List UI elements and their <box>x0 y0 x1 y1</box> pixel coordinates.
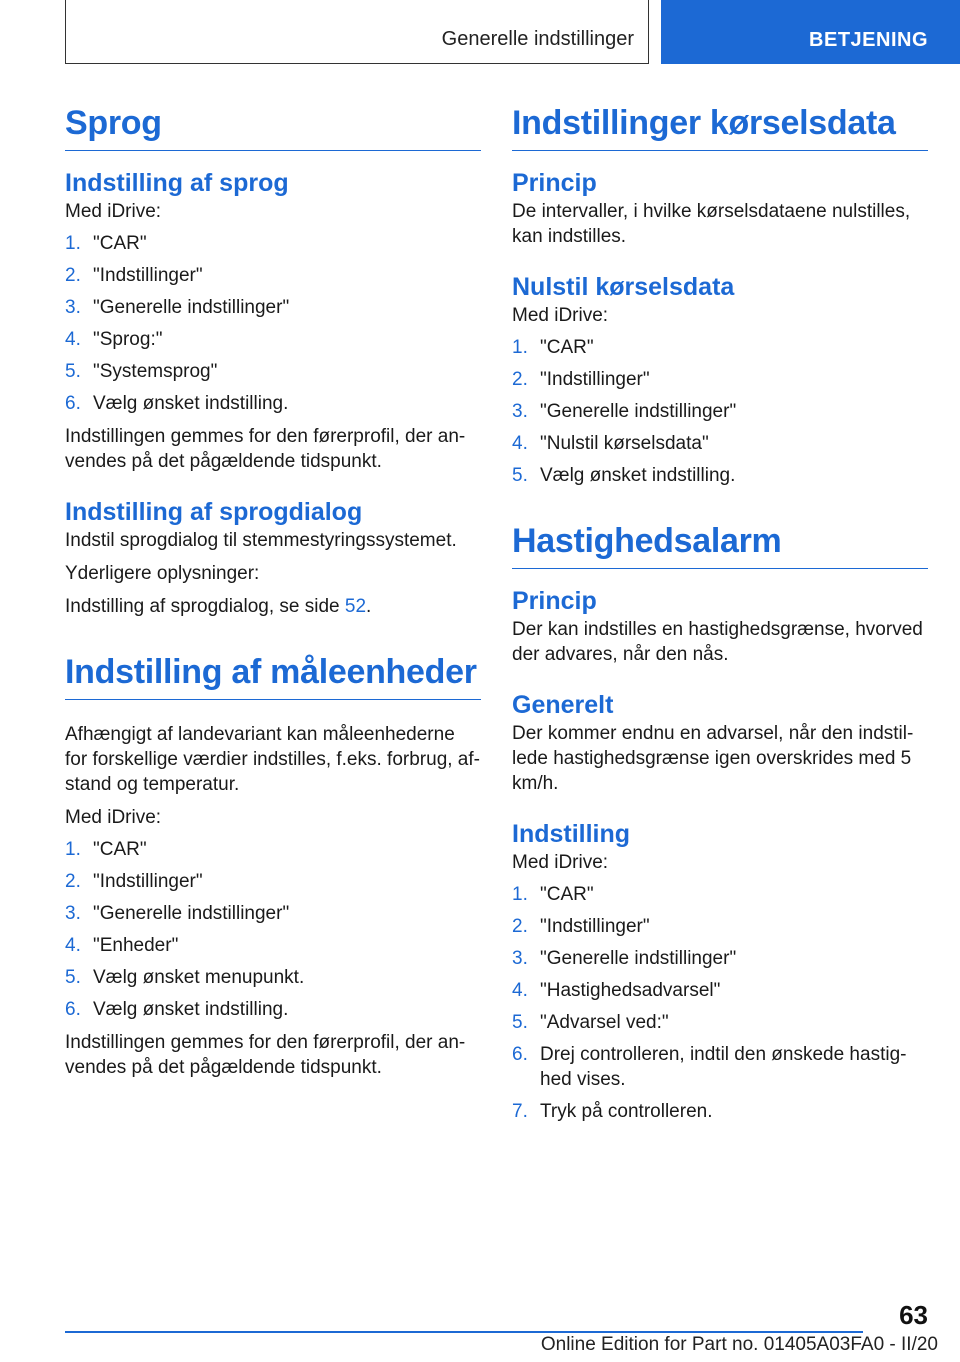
list-item <box>65 965 481 990</box>
step-number: 6. <box>512 1044 528 1065</box>
step-list-nulstil <box>512 335 928 488</box>
paragraph: Med iDrive: <box>65 201 162 222</box>
step-text: Vælg ønsket indstilling. <box>93 999 289 1020</box>
step-number: 4. <box>65 935 81 956</box>
step-text: Vælg ønsket indstilling. <box>540 465 736 486</box>
step-number: 4. <box>512 433 528 454</box>
step-text: Vælg ønsket menupunkt. <box>93 967 305 988</box>
paragraph: Indstillingen gemmes for den førerprofil, der an-vendes på det pågældende tidspunkt. <box>65 426 466 472</box>
heading-maaleenheder: Indstilling af måleenheder <box>65 649 481 700</box>
page-link[interactable]: 52 <box>344 596 367 617</box>
step-text: "Hastighedsadvarsel" <box>540 980 721 1001</box>
step-number: 2. <box>65 265 81 286</box>
step-text: "Indstillinger" <box>93 871 203 892</box>
step-text: "Advarsel ved:" <box>540 1012 669 1033</box>
subheading-generelt: Generelt <box>512 691 614 719</box>
running-header <box>65 0 649 64</box>
list-item <box>512 431 928 456</box>
left-column <box>65 100 481 1080</box>
step-text: "Generelle indstillinger" <box>93 297 290 318</box>
subheading-indstilling: Indstilling <box>512 820 631 848</box>
step-text: "CAR" <box>93 233 147 254</box>
list-item <box>65 837 481 862</box>
paragraph: Indstillingen gemmes for den førerprofil, der an-vendes på det pågældende tidspunkt. <box>65 1032 466 1078</box>
list-item <box>512 882 928 907</box>
punctuation: . <box>366 596 372 617</box>
subheading-indstilling-af-sprogdialog: Indstilling af sprogdialog <box>65 498 363 526</box>
step-number: 5. <box>65 967 81 988</box>
step-text: Tryk på controlleren. <box>540 1101 713 1122</box>
heading-koerselsdata: Indstillinger kørselsdata <box>512 100 928 151</box>
step-number: 7. <box>512 1101 528 1122</box>
step-number: 3. <box>512 948 528 969</box>
list-item <box>65 327 481 352</box>
step-number: 1. <box>512 884 528 905</box>
step-text: Drej controlleren, indtil den ønskede hastig-hed vises. <box>540 1044 907 1090</box>
step-number: 4. <box>65 329 81 350</box>
cross-reference-text: Indstilling af sprogdialog, se side <box>65 596 345 617</box>
step-number: 2. <box>65 871 81 892</box>
step-text: "Indstillinger" <box>540 369 650 390</box>
chapter-tab <box>661 0 960 64</box>
paragraph: De intervaller, i hvilke kørselsdataene nulstilles, kan indstilles. <box>512 201 911 247</box>
step-text: "Generelle indstillinger" <box>540 401 737 422</box>
list-item <box>65 933 481 958</box>
step-text: "Generelle indstillinger" <box>93 903 290 924</box>
step-number: 6. <box>65 999 81 1020</box>
step-list-enheder <box>65 837 481 1022</box>
step-number: 3. <box>65 903 81 924</box>
step-number: 3. <box>65 297 81 318</box>
list-item <box>65 263 481 288</box>
step-number: 1. <box>65 839 81 860</box>
step-number: 5. <box>512 1012 528 1033</box>
paragraph: Med iDrive: <box>512 852 609 873</box>
list-item <box>512 978 928 1003</box>
step-list-sprog <box>65 231 481 416</box>
paragraph: Med iDrive: <box>65 807 162 828</box>
list-item <box>512 1099 928 1124</box>
step-text: "Generelle indstillinger" <box>540 948 737 969</box>
paragraph: Afhængigt af landevariant kan måleenhederne for forskellige værdier indstilles, f.eks. forbrug, af-stand og temperatur. <box>65 724 480 795</box>
list-item <box>65 997 481 1022</box>
list-item <box>65 359 481 384</box>
heading-hastighedsalarm: Hastighedsalarm <box>512 518 928 569</box>
paragraph: Yderligere oplysninger: <box>65 563 260 584</box>
step-number: 3. <box>512 401 528 422</box>
step-text: "CAR" <box>540 884 594 905</box>
step-text: Vælg ønsket indstilling. <box>93 393 289 414</box>
chapter-title: BETJENING <box>809 29 928 51</box>
list-item <box>512 914 928 939</box>
heading-sprog: Sprog <box>65 100 481 151</box>
right-column <box>512 100 928 1124</box>
list-item <box>65 869 481 894</box>
step-number: 2. <box>512 369 528 390</box>
step-text: "CAR" <box>93 839 147 860</box>
list-item <box>512 1042 928 1092</box>
step-number: 4. <box>512 980 528 1001</box>
paragraph <box>65 594 481 619</box>
step-text: "Systemsprog" <box>93 361 218 382</box>
list-item <box>512 335 928 360</box>
paragraph: Der kommer endnu en advarsel, når den indstil-lede hastighedsgrænse igen overskrides med 5 km/h. <box>512 723 914 794</box>
step-number: 1. <box>512 337 528 358</box>
section-title: Generelle indstillinger <box>441 28 634 50</box>
list-item <box>512 1010 928 1035</box>
subheading-nulstil-koerselsdata: Nulstil kørselsdata <box>512 273 735 301</box>
list-item <box>65 295 481 320</box>
list-item <box>65 391 481 416</box>
step-number: 2. <box>512 916 528 937</box>
step-number: 5. <box>65 361 81 382</box>
step-list-hastighed <box>512 882 928 1124</box>
step-text: "Indstillinger" <box>93 265 203 286</box>
step-text: "Indstillinger" <box>540 916 650 937</box>
step-number: 5. <box>512 465 528 486</box>
edition-footer: Online Edition for Part no. 01405A03FA0 - II/20 <box>540 1334 938 1355</box>
subheading-princip: Princip <box>512 587 597 615</box>
paragraph: Med iDrive: <box>512 305 609 326</box>
list-item <box>512 946 928 971</box>
page-number: 63 <box>899 1300 928 1330</box>
subheading-indstilling-af-sprog: Indstilling af sprog <box>65 169 289 197</box>
step-text: "CAR" <box>540 337 594 358</box>
list-item <box>65 901 481 926</box>
list-item <box>512 367 928 392</box>
step-number: 1. <box>65 233 81 254</box>
subheading-princip: Princip <box>512 169 597 197</box>
step-text: "Enheder" <box>93 935 179 956</box>
step-number: 6. <box>65 393 81 414</box>
list-item <box>65 231 481 256</box>
paragraph: Indstil sprogdialog til stemmestyringssystemet. <box>65 530 457 551</box>
footer-divider <box>65 1331 863 1333</box>
list-item <box>512 399 928 424</box>
paragraph: Der kan indstilles en hastighedsgrænse, hvorved der advares, når den nås. <box>512 619 923 665</box>
list-item <box>512 463 928 488</box>
step-text: "Sprog:" <box>93 329 163 350</box>
step-text: "Nulstil kørselsdata" <box>540 433 709 454</box>
